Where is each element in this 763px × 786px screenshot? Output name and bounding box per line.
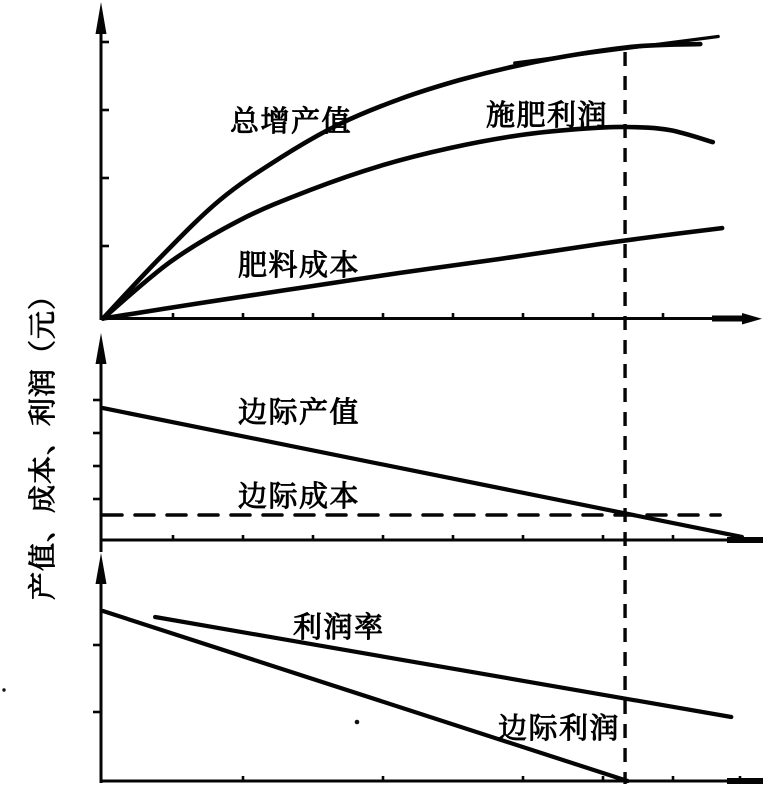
label-marginal-cost: 边际成本 (238, 479, 361, 513)
middle-panel-y-axis-arrow-icon (96, 333, 107, 364)
series-total-increased-output-value (103, 44, 700, 318)
series-fertilizer-cost (103, 228, 722, 318)
series-overdrawn-plateau-stroke (515, 37, 718, 64)
label-marginal-output-value: 边际产值 (238, 395, 361, 429)
series-marginal-output-value (103, 408, 742, 537)
ink-speck (2, 688, 5, 691)
series-layer (103, 37, 742, 782)
label-fertilizer-cost: 肥料成本 (238, 248, 361, 282)
scan-specks (2, 688, 359, 724)
y-axis-title: 产值、成本、利润（元） (26, 280, 59, 600)
axis-ticks (93, 42, 740, 781)
ink-speck (355, 720, 360, 725)
label-total-increased-output-value: 总增产值 (230, 104, 353, 138)
bottom-panel-y-axis-arrow-icon (96, 553, 107, 584)
label-marginal-profit: 边际利润 (498, 711, 621, 745)
label-fertilization-profit: 施肥利润 (486, 98, 609, 132)
label-profit-rate: 利润率 (293, 610, 385, 644)
top-panel-y-axis-arrow-icon (96, 2, 107, 34)
series-profit-rate (155, 617, 731, 717)
top-panel-x-axis-arrow-icon (742, 313, 762, 325)
